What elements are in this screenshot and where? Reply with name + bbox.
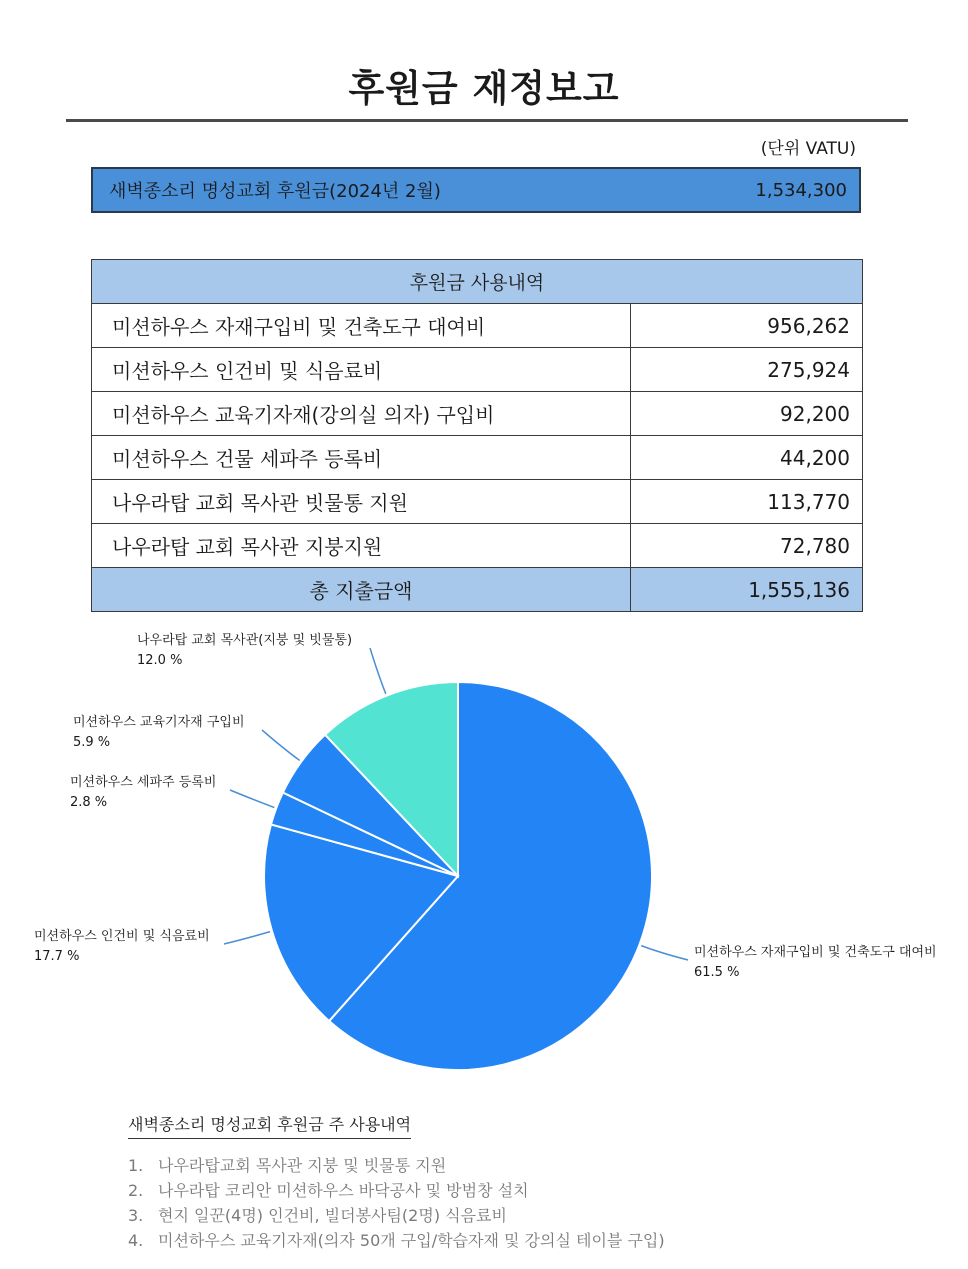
pie-slice-percent: 2.8 % bbox=[70, 795, 108, 810]
title-divider bbox=[66, 119, 908, 122]
table-row bbox=[92, 436, 863, 480]
list-item-text: 현지 일꾼(4명) 인건비, 빌더봉사팀(2명) 식음료비 bbox=[158, 1206, 507, 1225]
table-row bbox=[92, 480, 863, 524]
summary-list bbox=[128, 1153, 665, 1253]
usage-item-label: 나우라탑 교회 목사관 빗물통 지원 bbox=[92, 480, 631, 524]
list-item bbox=[128, 1203, 665, 1228]
usage-item-amount: 275,924 bbox=[631, 348, 863, 392]
pie-leader-line bbox=[262, 730, 300, 760]
pie-leader-line bbox=[370, 648, 386, 694]
pie-slice-percent: 61.5 % bbox=[694, 965, 740, 980]
usage-total-amount: 1,555,136 bbox=[631, 568, 863, 612]
pie-slice-label: 나우라탑 교회 목사관(지붕 및 빗물통) bbox=[137, 633, 353, 648]
table-row bbox=[92, 524, 863, 568]
usage-item-amount: 92,200 bbox=[631, 392, 863, 436]
usage-item-label: 나우라탑 교회 목사관 지붕지원 bbox=[92, 524, 631, 568]
usage-total-label: 총 지출금액 bbox=[92, 568, 631, 612]
pie-slice-percent: 17.7 % bbox=[34, 949, 80, 964]
pie-leader-line bbox=[230, 790, 274, 808]
pie-leader-line bbox=[224, 932, 270, 944]
list-item-number: 3. bbox=[128, 1206, 144, 1225]
pie-chart bbox=[0, 620, 968, 1090]
list-item-number: 4. bbox=[128, 1231, 144, 1250]
list-item-number: 2. bbox=[128, 1181, 144, 1200]
usage-item-amount: 44,200 bbox=[631, 436, 863, 480]
donation-label: 새벽종소리 명성교회 후원금(2024년 2월) bbox=[109, 181, 441, 202]
pie-slice-label: 미션하우스 교육기자재 구입비 bbox=[73, 715, 245, 730]
usage-item-amount: 72,780 bbox=[631, 524, 863, 568]
pie-leader-line bbox=[641, 946, 688, 960]
unit-label: (단위 VATU) bbox=[760, 139, 856, 159]
usage-item-label: 미션하우스 자재구입비 및 건축도구 대여비 bbox=[92, 304, 631, 348]
pie-slice-percent: 12.0 % bbox=[137, 653, 183, 668]
donation-summary-row bbox=[91, 167, 861, 213]
list-item-number: 1. bbox=[128, 1156, 144, 1175]
table-row bbox=[92, 348, 863, 392]
usage-item-amount: 113,770 bbox=[631, 480, 863, 524]
usage-item-amount: 956,262 bbox=[631, 304, 863, 348]
list-item bbox=[128, 1228, 665, 1253]
usage-table-header: 후원금 사용내역 bbox=[92, 260, 863, 304]
pie-slice-label: 미션하우스 자재구입비 및 건축도구 대여비 bbox=[694, 945, 937, 960]
list-item bbox=[128, 1153, 665, 1178]
list-item-text: 나우라탑교회 목사관 지붕 및 빗물통 지원 bbox=[158, 1156, 447, 1175]
list-item-text: 미션하우스 교육기자재(의자 50개 구입/학습자재 및 강의실 테이블 구입) bbox=[158, 1231, 665, 1250]
table-row bbox=[92, 392, 863, 436]
pie-slice-label: 미션하우스 인건비 및 식음료비 bbox=[34, 929, 210, 944]
summary-title: 새벽종소리 명성교회 후원금 주 사용내역 bbox=[128, 1112, 411, 1139]
usage-item-label: 미션하우스 교육기자재(강의실 의자) 구입비 bbox=[92, 392, 631, 436]
usage-total-row bbox=[92, 568, 863, 612]
usage-summary bbox=[128, 1112, 665, 1253]
usage-item-label: 미션하우스 인건비 및 식음료비 bbox=[92, 348, 631, 392]
pie-slice-label: 미션하우스 세파주 등록비 bbox=[70, 775, 217, 790]
usage-item-label: 미션하우스 건물 세파주 등록비 bbox=[92, 436, 631, 480]
donation-amount: 1,534,300 bbox=[755, 179, 847, 201]
pie-slice-percent: 5.9 % bbox=[73, 735, 111, 750]
list-item bbox=[128, 1178, 665, 1203]
list-item-text: 나우라탑 코리안 미션하우스 바닥공사 및 방범창 설치 bbox=[158, 1181, 529, 1200]
page-title: 후원금 재정보고 bbox=[348, 67, 620, 110]
usage-table-header-row bbox=[92, 260, 863, 304]
usage-table bbox=[91, 259, 863, 612]
table-row bbox=[92, 304, 863, 348]
